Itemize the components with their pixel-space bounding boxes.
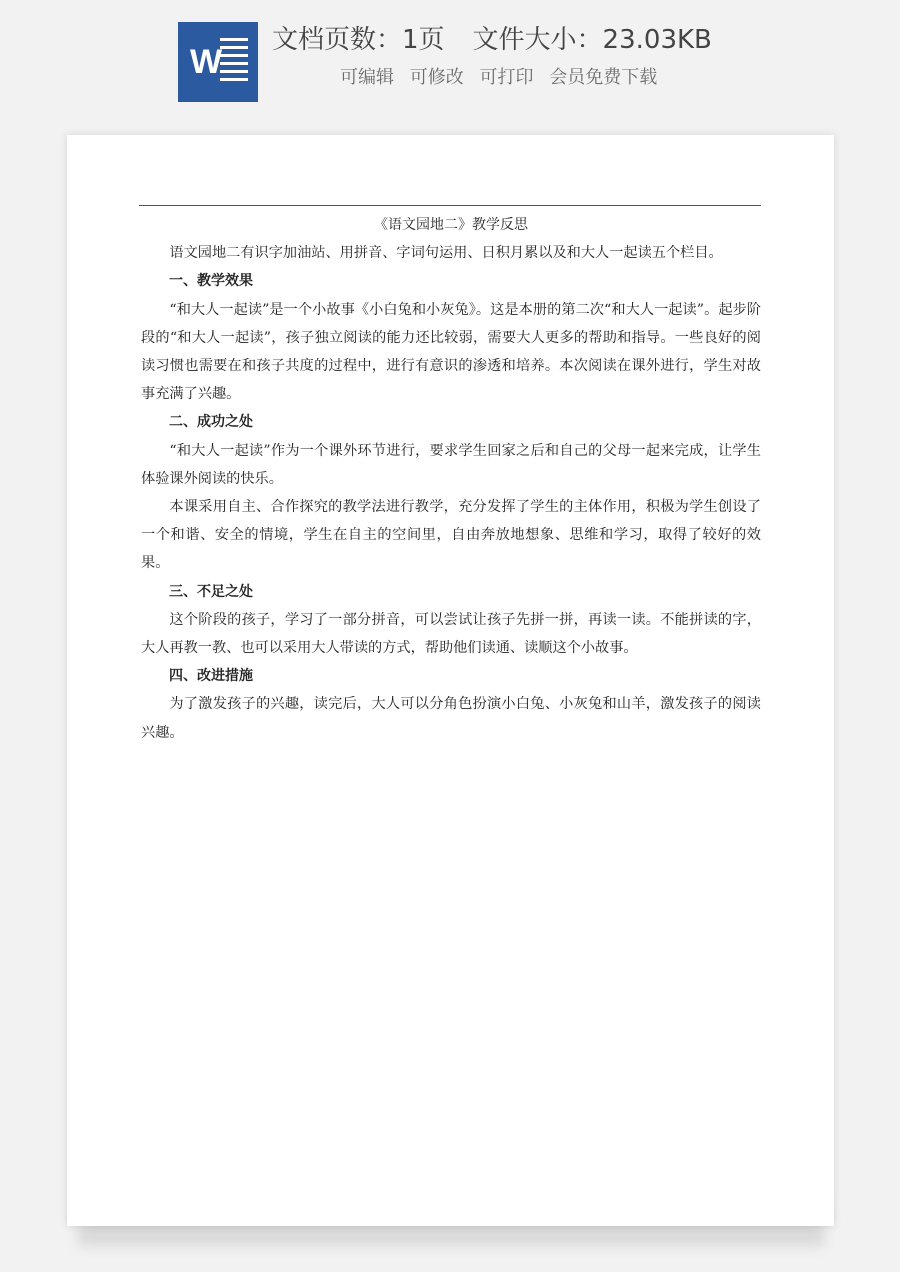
document-body	[141, 211, 761, 747]
section-heading-improvement: 四、改进措施	[169, 668, 253, 685]
section-heading-effect: 一、教学效果	[169, 273, 253, 290]
feature-modifiable: 可修改	[409, 67, 464, 88]
file-info-header	[0, 0, 900, 120]
feature-list	[340, 64, 780, 92]
section-heading-success: 二、成功之处	[169, 414, 253, 431]
paragraph-effect: “和大人一起读”是一个小故事《小白兔和小灰兔》。这是本册的第二次“和大人一起读”。起步阶段的“和大人一起读”，孩子独立阅读的能力还比较弱，需要大人更多的帮助和指导。一些良好的阅读习惯也需要在和孩子共度的过程中，进行有意识的渗透和培养。本次阅读在课外进行，学生对故事充满了兴趣。	[141, 301, 761, 403]
paragraph-shortcomings: 这个阶段的孩子，学习了一部分拼音，可以尝试让孩子先拼一拼，再读一读。不能拼读的字，大人再教一教、也可以采用大人带读的方式，帮助他们读通、读顺这个小故事。	[141, 611, 761, 657]
feature-editable: 可编辑	[340, 67, 394, 88]
word-icon-letter: W	[189, 43, 223, 81]
word-document-icon	[178, 22, 258, 102]
header-rule	[139, 205, 761, 206]
paragraph-improvement: 为了激发孩子的兴趣，读完后，大人可以分角色扮演小白兔、小灰兔和山羊，激发孩子的阅读兴趣。	[141, 696, 761, 741]
page-count: 文档页数：1页	[272, 25, 445, 55]
file-stats	[272, 20, 792, 60]
paragraph-success-2: 本课采用自主、合作探究的教学法进行教学，充分发挥了学生的主体作用，积极为学生创设了一个和谐、安全的情境，学生在自主的空间里，自由奔放地想象、思维和学习，取得了较好的效果。	[141, 499, 761, 572]
feature-printable: 可打印	[479, 67, 534, 88]
document-title: 《语文园地二》教学反思	[374, 217, 528, 233]
file-size: 文件大小：23.03KB	[472, 25, 712, 55]
document-page	[67, 135, 834, 1226]
paragraph-success-1: “和大人一起读”作为一个课外环节进行，要求学生回家之后和自己的父母一起来完成，让学生体验课外阅读的快乐。	[141, 442, 761, 487]
section-heading-shortcomings: 三、不足之处	[169, 583, 253, 600]
intro-paragraph: 语文园地二有识字加油站、用拼音、字词句运用、日积月累以及和大人一起读五个栏目。	[169, 245, 723, 262]
feature-member-download: 会员免费下载	[549, 67, 658, 88]
